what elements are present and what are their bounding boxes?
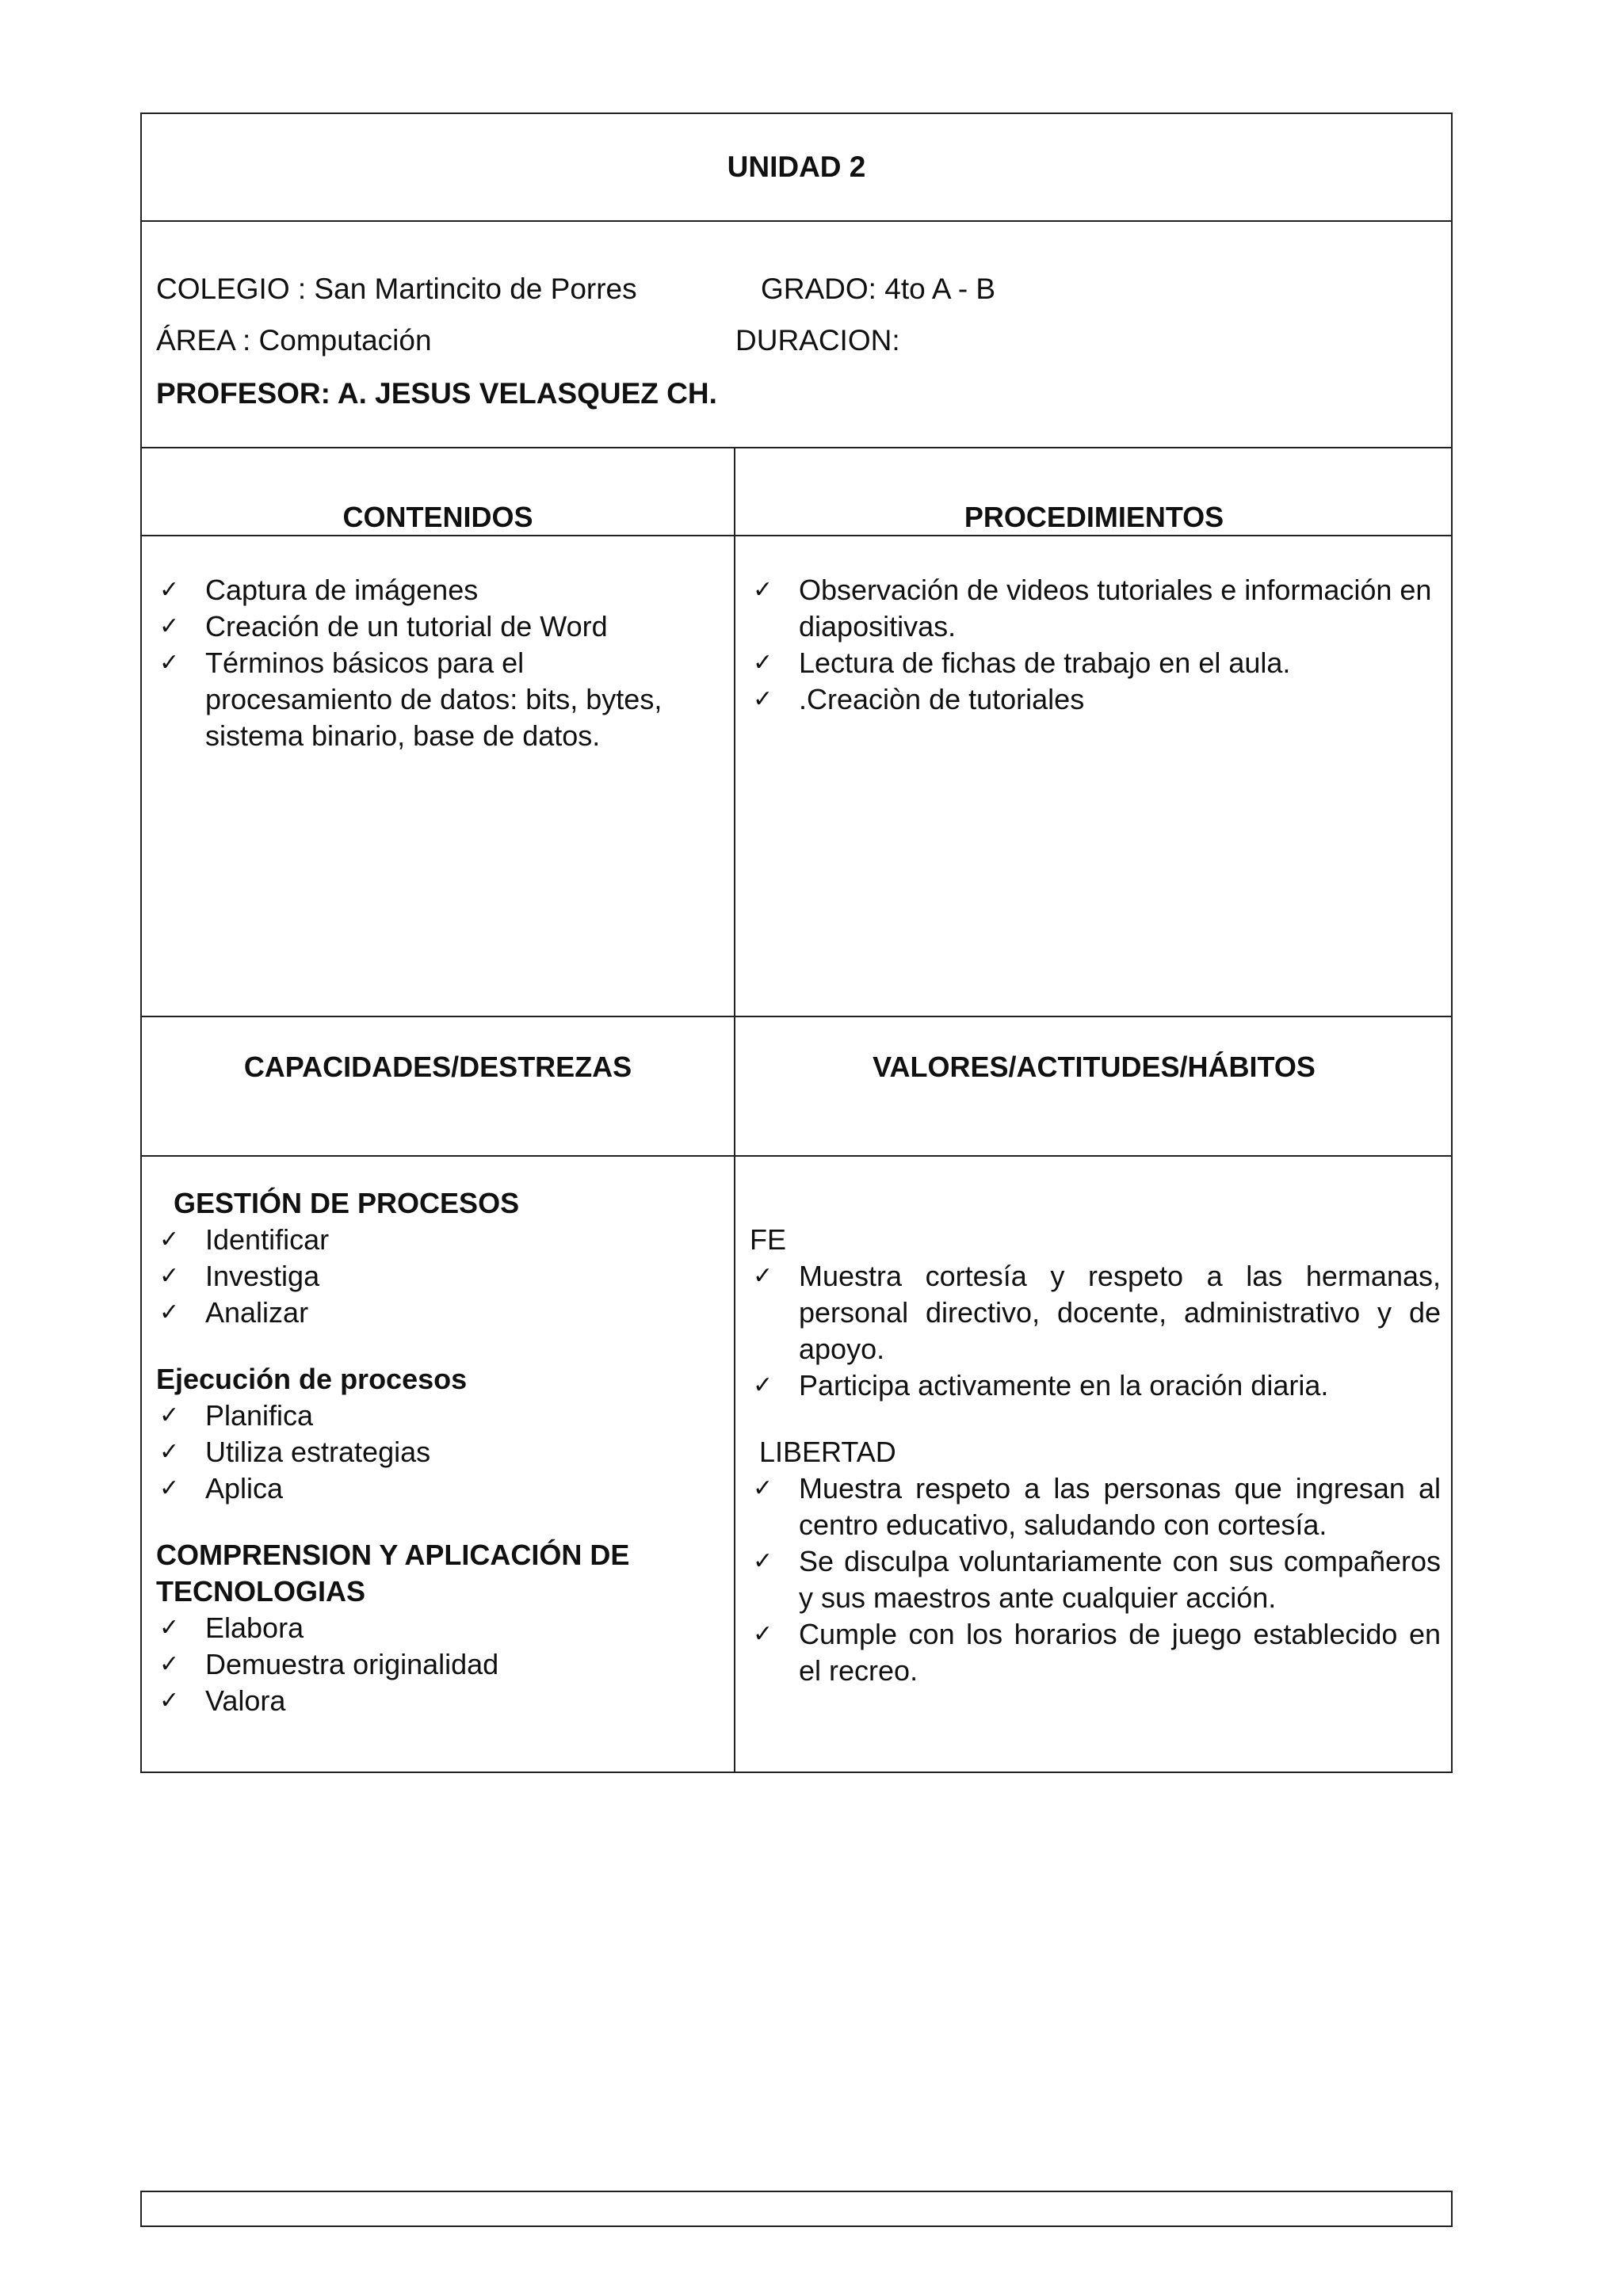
- divider: [142, 447, 1451, 448]
- contenidos-heading: CONTENIDOS: [342, 501, 533, 533]
- contenidos-cell: [156, 572, 711, 754]
- checkmark-icon: ✓: [159, 1226, 180, 1253]
- procedimientos-heading: PROCEDIMIENTOS: [964, 501, 1224, 533]
- checkmark-icon: ✓: [159, 649, 180, 677]
- list-item: ✓ Muestra cortesía y respeto a las hermanas, personal directivo, docente, administrativo y de apoyo.: [753, 1260, 1441, 1365]
- column-divider: [734, 447, 735, 1773]
- group-title: Ejecución de procesos: [156, 1363, 468, 1395]
- unit-table: [140, 113, 1453, 1773]
- checkmark-icon: ✓: [753, 649, 773, 677]
- list-item: ✓ Elabora: [156, 1610, 719, 1646]
- contenidos-list: [156, 572, 711, 754]
- list-item: ✓ Muestra respeto a las personas que ingresan al centro educativo, saludando con cortesía.: [753, 1472, 1441, 1541]
- checkmark-icon: ✓: [159, 1299, 180, 1326]
- checkmark-icon: ✓: [753, 1620, 773, 1648]
- checkmark-icon: ✓: [753, 1547, 773, 1575]
- group-title: GESTIÓN DE PROCESOS: [174, 1187, 520, 1219]
- capacidades-list: [156, 1398, 719, 1507]
- list-item: ✓ Creación de un tutorial de Word: [156, 608, 711, 645]
- valores-cell: [750, 1222, 1441, 1689]
- valores-list: [750, 1470, 1441, 1689]
- valores-heading: VALORES/ACTITUDES/HÁBITOS: [873, 1051, 1316, 1083]
- list-item: ✓ Cumple con los horarios de juego establecido en el recreo.: [753, 1618, 1441, 1687]
- divider: [142, 535, 1451, 536]
- checkmark-icon: ✓: [753, 685, 773, 713]
- capacidades-cell: [156, 1185, 719, 1719]
- checkmark-icon: ✓: [159, 1474, 180, 1502]
- procedimientos-list: [750, 572, 1439, 718]
- checkmark-icon: ✓: [753, 1474, 773, 1502]
- checkmark-icon: ✓: [159, 1614, 180, 1642]
- colegio-label: COLEGIO : San Martincito de Porres: [156, 273, 637, 305]
- checkmark-icon: ✓: [159, 1438, 180, 1466]
- list-item: ✓ Términos básicos para el procesamiento de datos: bits, bytes, sistema binario, base de datos.: [159, 646, 663, 752]
- group-title: LIBERTAD: [759, 1436, 896, 1468]
- list-item: ✓ Demuestra originalidad: [156, 1646, 719, 1683]
- list-item: ✓ Planifica: [156, 1398, 719, 1434]
- list-item: ✓ .Creaciòn de tutoriales: [750, 681, 1439, 718]
- capacidades-list: [156, 1222, 719, 1331]
- grado-label: GRADO: 4to A - B: [761, 273, 996, 305]
- checkmark-icon: ✓: [159, 576, 180, 604]
- unit-title: UNIDAD 2: [727, 151, 866, 183]
- group-title: FE: [750, 1223, 787, 1256]
- list-item: ✓ Investiga: [156, 1258, 719, 1295]
- checkmark-icon: ✓: [159, 1650, 180, 1678]
- procedimientos-cell: [750, 572, 1439, 718]
- list-item: ✓ Captura de imágenes: [156, 572, 711, 608]
- checkmark-icon: ✓: [159, 612, 180, 640]
- area-label: ÁREA : Computación: [156, 324, 432, 357]
- list-item: ✓ Analizar: [156, 1295, 719, 1331]
- checkmark-icon: ✓: [159, 1262, 180, 1290]
- capacidades-heading: CAPACIDADES/DESTREZAS: [243, 1051, 632, 1083]
- group-title: COMPRENSION Y APLICACIÓN DE TECNOLOGIAS: [156, 1539, 630, 1608]
- checkmark-icon: ✓: [159, 1687, 180, 1714]
- list-item: ✓ Participa activamente en la oración diaria.: [750, 1367, 1441, 1404]
- footer-box: [140, 2191, 1453, 2227]
- list-item: ✓ Utiliza estrategias: [156, 1434, 719, 1470]
- divider: [142, 1016, 1451, 1017]
- valores-list: [750, 1258, 1441, 1404]
- checkmark-icon: ✓: [753, 1371, 773, 1399]
- list-item: ✓ Se disculpa voluntariamente con sus compañeros y sus maestros ante cualquier acción.: [753, 1545, 1441, 1614]
- profesor-label: PROFESOR: A. JESUS VELASQUEZ CH.: [156, 377, 717, 410]
- capacidades-list: [156, 1610, 719, 1719]
- divider: [142, 1155, 1451, 1157]
- list-item: ✓ Aplica: [156, 1470, 719, 1507]
- list-item: ✓ Valora: [156, 1683, 719, 1719]
- checkmark-icon: ✓: [753, 576, 773, 604]
- list-item: ✓ Identificar: [156, 1222, 719, 1258]
- list-item: ✓ Lectura de fichas de trabajo en el aula.: [750, 645, 1439, 681]
- checkmark-icon: ✓: [753, 1262, 773, 1290]
- checkmark-icon: ✓: [159, 1402, 180, 1429]
- divider: [142, 220, 1451, 222]
- list-item: ✓ Observación de videos tutoriales e información en diapositivas.: [753, 574, 1432, 643]
- duracion-label: DURACION:: [735, 324, 900, 357]
